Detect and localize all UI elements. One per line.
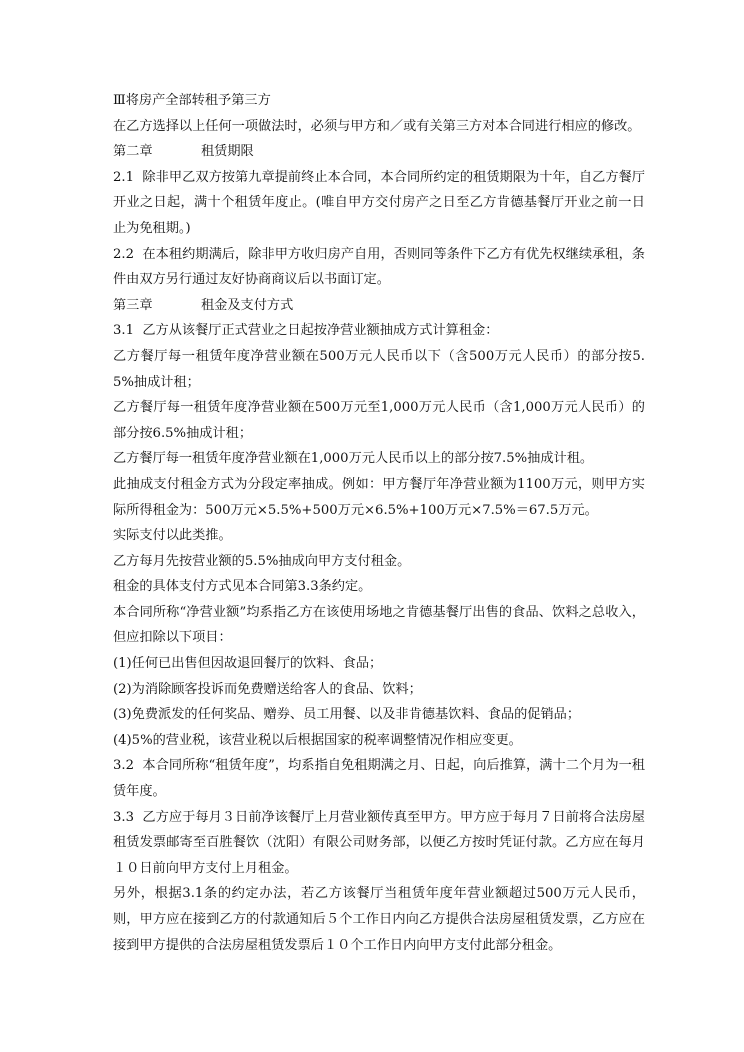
paragraph-sublet-option: Ⅲ将房产全部转租予第三方: [113, 93, 271, 108]
paragraph-additional-payment: 另外，根据3.1条的约定办法，若乙方该餐厅当租赁年度年营业额超过500万元人民币，则，甲方应在接到乙方的付款通知后５个工作日内向乙方提供合法房屋租赁发票，乙方应在接到甲方提供的合法房屋租赁发票后１０个工作日内向甲方支付此部分租金。: [113, 886, 645, 953]
chapter-number: 第三章: [113, 297, 153, 313]
paragraph-monthly-payment: 乙方每月先按营业额的5.5%抽成向甲方支付租金。: [113, 553, 411, 569]
document-body: [113, 88, 645, 958]
paragraph-net-revenue-definition: 本合同所称“净营业额”均系指乙方在该使用场地之肯德基餐厅出售的食品、饮料之总收入，但应扣除以下项目：: [113, 604, 645, 646]
chapter-3-heading: [113, 293, 645, 319]
clause-3-3: 3.3 乙方应于每月３日前净该餐厅上月营业额传真至甲方。甲方应于每月７日前将合法房屋租赁发票邮寄至百胜餐饮（沈阳）有限公司财务部，以便乙方按时凭证付款。乙方应在每月１０日前向甲方支付上月租金。: [113, 809, 645, 876]
rent-example: 此抽成支付租金方式为分段定率抽成。例如：甲方餐厅年净营业额为1100万元，则甲方实际所得租金为：500万元×5.5%+500万元×6.5%+100万元×7.5%＝67.5万元。: [113, 476, 645, 518]
deduction-item-1: (1)任何已出售但因故退回餐厅的饮料、食品；: [113, 656, 383, 672]
deduction-item-3: (3)免费派发的任何奖品、赠券、员工用餐、以及非肯德基饮料、食品的促销品；: [113, 707, 581, 723]
chapter-title: 租赁期限: [201, 144, 254, 160]
chapter-2-heading: [113, 139, 645, 165]
clause-2-2: 2.2 在本租约期满后，除非甲方收归房产自用，否则同等条件下乙方有优先权继续承租，条件由双方另行通过友好协商商议后以书面订定。: [113, 246, 645, 288]
chapter-number: 第二章: [113, 144, 153, 160]
chapter-title: 租金及支付方式: [201, 297, 294, 313]
paragraph-payment-reference: 租金的具体支付方式见本合同第3.3条约定。: [113, 579, 372, 595]
clause-2-1: 2.1 除非甲乙双方按第九章提前终止本合同，本合同所约定的租赁期限为十年，自乙方餐厅开业之日起，满十个租赁年度止。(唯自甲方交付房产之日至乙方肯德基餐厅开业之前一日止为免租期。): [113, 169, 645, 236]
deduction-item-2: (2)为消除顾客投诉而免费赠送给客人的食品、饮料；: [113, 681, 422, 697]
rent-tier-3: 乙方餐厅每一租赁年度净营业额在1,000万元人民币以上的部分按7.5%抽成计租。: [113, 451, 594, 467]
rent-tier-2: 乙方餐厅每一租赁年度净营业额在500万元至1,000万元人民币（含1,000万元人民币）的部分按6.5%抽成计租；: [113, 400, 645, 441]
clause-3-1: 3.1 乙方从该餐厅正式营业之日起按净营业额抽成方式计算租金：: [113, 323, 499, 339]
paragraph-analogy: 实际支付以此类推。: [113, 528, 232, 544]
rent-tier-1: 乙方餐厅每一租赁年度净营业额在500万元人民币以下（含500万元人民币）的部分按5.5%抽成计租；: [113, 348, 645, 390]
paragraph-contract-modification: 在乙方选择以上任何一项做法时，必须与甲方和／或有关第三方对本合同进行相应的修改。: [113, 118, 641, 134]
deduction-item-4: (4)5%的营业税，该营业税以后根据国家的税率调整情况作相应变更。: [113, 732, 522, 748]
clause-3-2: 3.2 本合同所称“租赁年度”，均系指自免租期满之月、日起，向后推算，满十二个月为一租赁年度。: [113, 758, 645, 800]
